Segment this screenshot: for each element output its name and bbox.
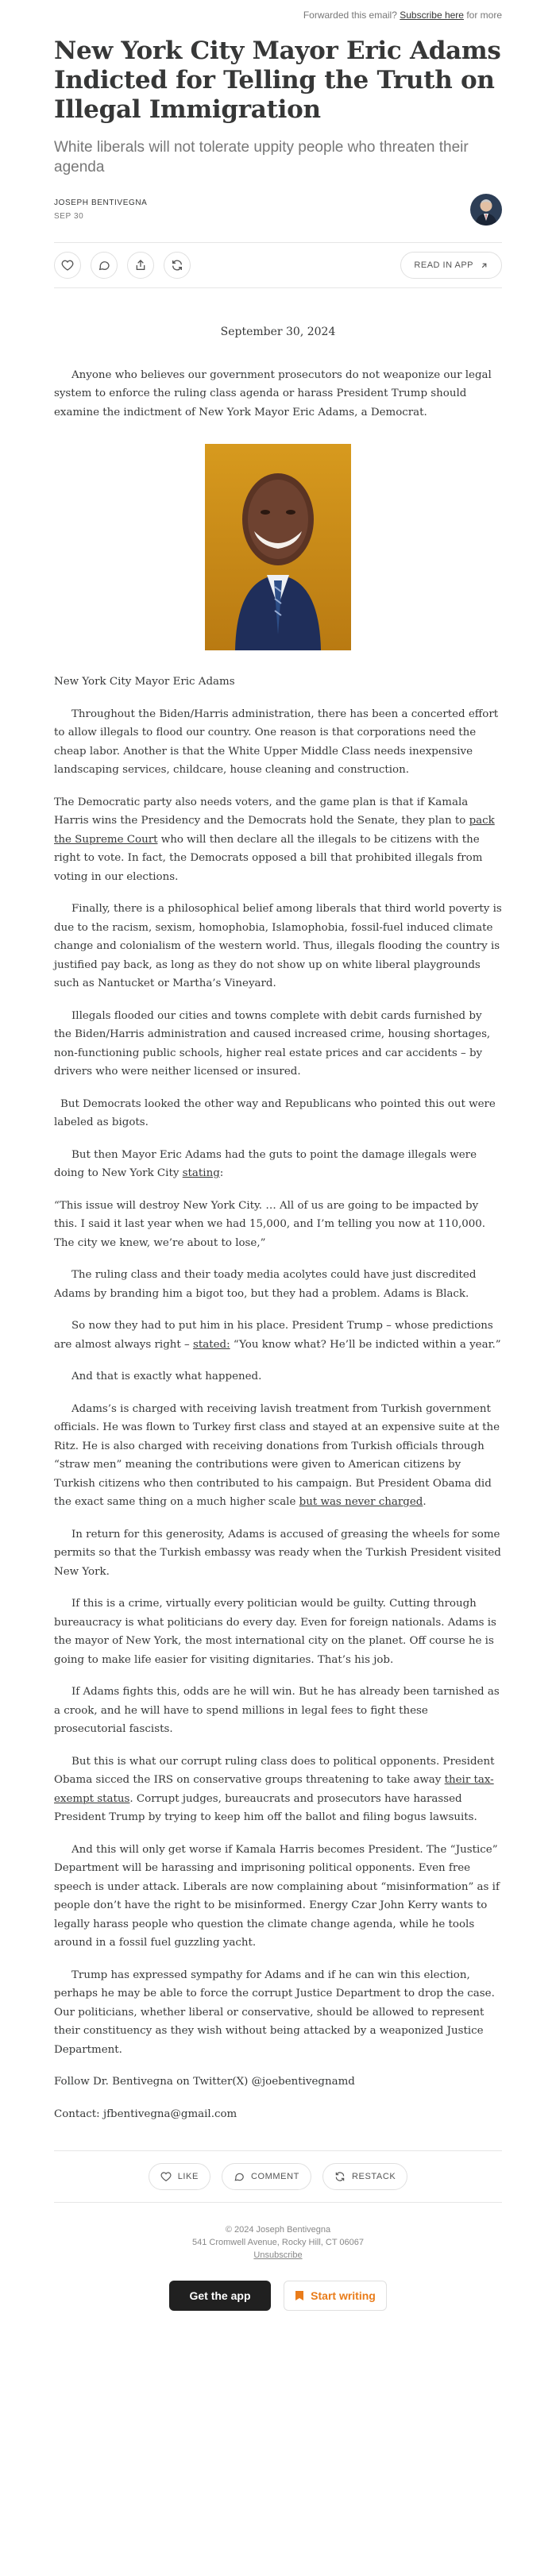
restack-label: RESTACK: [351, 2172, 396, 2181]
author-name[interactable]: JOSEPH BENTIVEGNA: [54, 199, 148, 207]
article-date: September 30, 2024: [220, 326, 336, 338]
start-writing-label: Start writing: [311, 2289, 376, 2302]
article-paragraph: If this is a crime, virtually every politician would be guilty. Cutting through bureaucracy is what politicians do every day. Even for foreign nationals. Adams is the mayor of New York, the most international city on the planet. Off course he is going to make life easier for visiting dignitaries. That’s his job.: [54, 1598, 496, 1666]
restack-icon: [171, 259, 183, 272]
article-paragraph: And that is exactly what happened.: [71, 1371, 262, 1382]
start-writing-button[interactable]: [284, 2281, 387, 2311]
article-paragraph: The ruling class and their toady media acolytes could have just discredited Adams by branding him a bigot too, but they had a problem. Adams is Black.: [54, 1269, 477, 1300]
author-avatar[interactable]: [470, 194, 502, 226]
photo-caption: New York City Mayor Eric Adams: [54, 676, 235, 688]
article-paragraph: Illegals flooded our cities and towns complete with debit cards furnished by the Biden/Harris administration and caused increased crime, housing shortages, non-functioning public schools, higher real estate prices and car accidents – by drivers who were neither licensed or insured.: [54, 1009, 491, 1078]
paragraph-text: .: [423, 1496, 427, 1508]
footer-actions-bar: [54, 2150, 502, 2203]
footer-like-button[interactable]: [149, 2163, 210, 2190]
heart-icon: [160, 2171, 172, 2182]
comment-button[interactable]: [91, 252, 118, 279]
contact-line: Contact: jfbentivegna@gmail.com: [54, 2107, 237, 2120]
share-icon: [134, 259, 147, 272]
article-paragraph: Throughout the Biden/Harris administration, there has been a concerted effort to allow illegals to flood our country. One reason is that corporations need the cheap labor. Another is that the White Upper Middle Class needs inexpensive landscaping services, childcare, house cleaning and construction.: [54, 708, 499, 776]
comment-icon: [234, 2171, 245, 2182]
comment-label: COMMENT: [250, 2172, 299, 2181]
get-the-app-button[interactable]: Get the app: [169, 2281, 271, 2311]
footer-copyright: [54, 2223, 502, 2262]
like-button[interactable]: [54, 252, 81, 279]
article-paragraph: Finally, there is a philosophical belief among liberals that third world poverty is due to the racism, sexism, homophobia, Islamophobia, fossil-fuel induced climate change and colonialism of the western world. Thus, illegals flooding the country is justified pay back, as long as they do not show up on white liberal playgrounds such as Nantucket or Martha’s Vineyard.: [54, 903, 502, 989]
never-charged-link[interactable]: but was never charged: [299, 1496, 423, 1508]
article-paragraph: [54, 1400, 502, 1512]
comment-icon: [98, 259, 110, 272]
paragraph-text: who will then declare all the illegals to be citizens with the right to vote. In fact, the Democrats opposed a bill that prohibited illegals from voting in our elections.: [54, 833, 483, 883]
paragraph-text: Adams’s is charged with receiving lavish treatment from Turkish government officials. He was flown to Turkey first class and stayed at an expensive suite at the Ritz. He is also charged with receiving donations from Turkish officials through “straw men” meaning the contributions were given to American citizens by Turkish citizens who then contributed to his campaign. But President Obama did the exact same thing on a much higher scale: [54, 1402, 500, 1508]
article-paragraph: [54, 1146, 502, 1183]
post-subtitle: White liberals will not tolerate uppity people who threaten their agenda: [54, 139, 469, 175]
adams-quote: “This issue will destroy New York City. … All of us are going to be impacted by this. I said it last year when we had 15,000, and I’m telling you now at 110,000. The city we knew, we’re about to lose,”: [54, 1199, 486, 1249]
bookmark-icon: [295, 2290, 304, 2301]
article-paragraph: In return for this generosity, Adams is accused of greasing the wheels for some permits so that the Turkish embassy was ready when the Turkish President visited New York.: [54, 1528, 501, 1578]
post-action-icons: [54, 252, 191, 279]
post-actions-bar: [54, 242, 502, 288]
article-paragraph: But Democrats looked the other way and Republicans who pointed this out were labeled as bigots.: [54, 1097, 496, 1128]
restack-button[interactable]: [164, 252, 191, 279]
paragraph-text: “You know what? He’ll be indicted within a year.”: [230, 1338, 501, 1351]
tax-exempt-link[interactable]: their tax-exempt status: [54, 1774, 494, 1805]
footer-buttons: [54, 2281, 502, 2335]
paragraph-text: :: [219, 1167, 224, 1179]
article-paragraph: [54, 1317, 502, 1354]
footer-restack-button[interactable]: [322, 2163, 407, 2190]
article-paragraph: [54, 793, 502, 887]
forwarded-suffix: for more: [466, 10, 502, 21]
unsubscribe-link[interactable]: Unsubscribe: [253, 2250, 303, 2260]
arrow-up-right-icon: [480, 261, 488, 270]
paragraph-text: . Corrupt judges, bureaucrats and prosecutors have harassed President Trump by trying to keep him off the ballot and filing bogus lawsuits.: [54, 1792, 477, 1823]
share-button[interactable]: [127, 252, 154, 279]
paragraph-text: The Democratic party also needs voters, and the game plan is that if Kamala Harris wins the Presidency and the Democrats hold the Senate, they plan to: [54, 796, 469, 827]
paragraph-text: But then Mayor Eric Adams had the guts to point the damage illegals were doing to New York City: [54, 1148, 477, 1179]
restack-icon: [334, 2171, 346, 2182]
article-body: [54, 323, 502, 2123]
footer-comment-button[interactable]: [222, 2163, 311, 2190]
paragraph-text: But this is what our corrupt ruling class does to political opponents. President Obama sicced the IRS on conservative groups threatening to take away: [54, 1755, 495, 1786]
article-paragraph: Anyone who believes our government prosecutors do not weaponize our legal system to enforce the ruling class agenda or harass President Trump should examine the indictment of New York Mayor Eric Adams, a Democrat.: [54, 368, 492, 418]
byline: [54, 190, 502, 229]
follow-line: Follow Dr. Bentivegna on Twitter(X) @joebentivegnamd: [54, 2076, 355, 2088]
trump-stated-link[interactable]: stated:: [192, 1338, 230, 1351]
like-label: LIKE: [177, 2172, 199, 2181]
article-paragraph: Trump has expressed sympathy for Adams and if he can win this election, perhaps he may be able to force the corrupt Justice Department to drop the case. Our politicians, whether liberal or conservative, should be allowed to represent their constituency as they wish without being attacked by a weaponized Justice Department.: [54, 1969, 495, 2056]
copyright-text: © 2024 Joseph Bentivegna: [225, 2225, 331, 2235]
article-paragraph: [54, 1753, 502, 1827]
post-date: SEP 30: [54, 212, 84, 221]
forwarded-bar: [54, 0, 502, 29]
pack-court-link[interactable]: pack the Supreme Court: [54, 815, 495, 846]
subscribe-link[interactable]: Subscribe here: [400, 10, 464, 21]
paragraph-text: So now they had to put him in his place. President Trump – whose predictions are almost always right –: [54, 1320, 493, 1351]
mayor-photo[interactable]: [205, 444, 351, 650]
read-in-app-label: READ IN APP: [414, 260, 473, 270]
address-text: 541 Cromwell Avenue, Rocky Hill, CT 06067: [191, 2238, 365, 2247]
forwarded-prefix: Forwarded this email?: [303, 10, 397, 21]
read-in-app-button[interactable]: [400, 252, 502, 279]
post-title[interactable]: New York City Mayor Eric Adams Indicted for Telling the Truth on Illegal Immigration: [54, 37, 501, 124]
article-paragraph: And this will only get worse if Kamala Harris becomes President. The “Justice” Department will be harassing and imprisoning political opponents. Even free speech is under attack. Liberals are now complaining about “misinformation” as if people don’t have the right to be misinformed. Energy Czar John Kerry wants to legally harass people who question the climate change agenda, while he tools around in a fossil fuel guzzling yacht.: [54, 1843, 500, 1949]
stating-link[interactable]: stating: [182, 1167, 220, 1179]
heart-icon: [61, 259, 74, 272]
article-paragraph: If Adams fights this, odds are he will win. But he has already been tarnished as a crook, and he will have to spend millions in legal fees to fight these prosecutorial fascists.: [54, 1686, 500, 1735]
